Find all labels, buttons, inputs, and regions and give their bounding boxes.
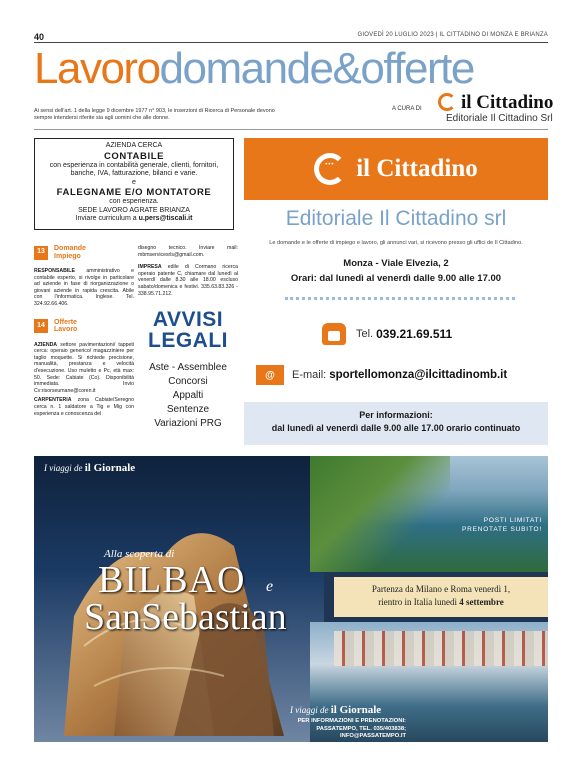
a-cura-di: A CURA DI (392, 106, 422, 112)
office-info (244, 256, 548, 286)
header-divider (34, 129, 548, 130)
ad-role-contabile: CONTABILE (103, 150, 165, 162)
listing-azienda: AZIENDA settore pavimentazioni/ tappeti cerca: operaio generico/ magazziniere per taglio moquette. Si richiede precisione, manualità, prestanza e velocità d'esecuzione. Uso muletto e Pc, età max: 50. Sede: Cabiate (Co). Disponibilità immediata. Invio Cv:risorseumane@coren.it (34, 341, 134, 394)
cittadino-logo (438, 92, 553, 114)
banner-name: il Cittadino (356, 155, 478, 182)
contact-line-2[interactable]: PASSATEMPO, TEL. 035/403838; INFO@PASSATEMPO.IT (316, 725, 406, 739)
destination-bilbao: BILBAO (98, 559, 246, 601)
ad-line-3: con esperienza in contabilità generale, clienti, fornitori, (49, 161, 219, 169)
ad-line-5: e (132, 178, 136, 186)
page-title (34, 44, 474, 94)
avvisi-legali-list (138, 361, 238, 431)
section-offerte-lavoro (34, 319, 134, 334)
departure-line-1: Partenza da Milano e Roma venerdì 1, (371, 584, 511, 594)
dotted-divider (285, 297, 515, 300)
destination-san-sebastian: SanSebastian (84, 596, 287, 638)
destination-conjunction: e (266, 578, 274, 595)
top-rule (34, 42, 548, 43)
cittadino-c-icon (438, 93, 456, 111)
ad-line-4: banche, IVA, fatturazione, bilanci e varie. (70, 170, 198, 177)
list-item: Appalti (172, 390, 204, 402)
posti-limitati: POSTI LIMITATI PRENOTATE SUBITO! (461, 517, 542, 533)
ad-role-falegname: FALEGNAME E/O MONTATORE (56, 187, 212, 198)
listing-responsabile: RESPONSABILE amministrativo e contabile esperto, si rivolge in particolare ad aziende in fase di riorganizzazione o giovani aziende in rapida crescita. Abile con l'informatica. Inglese. Tel. 324.92.66.406. (34, 268, 134, 307)
email-label: E-mail: (292, 369, 327, 381)
title-domande-offerte: domande&offerte (159, 44, 474, 93)
giornale-brand-top: I viaggi de il Giornale (44, 462, 136, 474)
list-item: Sentenze (166, 404, 210, 416)
travel-tagline: Alla scoperta di (104, 548, 175, 560)
email-icon: @ (256, 365, 284, 385)
ad-line-7: con esperienza. (109, 198, 159, 205)
harbor-town (334, 631, 548, 666)
avvisi-legali-title: AVVISI LEGALI (148, 308, 228, 353)
listings-column-2 (138, 245, 238, 431)
section-domande-impiego (34, 245, 134, 260)
section-title: Domande Impiego (54, 245, 86, 260)
listing-carpenteria: CARPENTERIA zona Cabiate/Seregno cerca n. 1 saldatore a Tig e Mig con esperienza e conoscenza del (34, 397, 134, 417)
page-number: 40 (34, 32, 45, 42)
departure-strip (334, 577, 548, 617)
giornale-brand-bottom: I viaggi de il Giornale (290, 704, 382, 716)
phone-icon (322, 323, 346, 345)
listing-impresa: IMPRESA edile di Cormano ricerca operaio patente C, chiamare dal lunedì al venerdì dalle 8.30 alle 18.00 escluso sabato/domenica e festivi. 335.63.83.326 - 338.95.71.212. (138, 264, 238, 297)
ad-contact-prefix: Inviare curriculum a (75, 215, 139, 222)
phone-number[interactable]: 039.21.69.511 (376, 327, 453, 341)
logo-subtitle: Editoriale Il Cittadino Srl (446, 113, 553, 124)
email-address[interactable]: sportellomonza@ilcittadinomb.it (329, 369, 508, 381)
list-item: Variazioni PRG (154, 418, 222, 430)
section-number: 14 (34, 319, 48, 333)
title-lavoro: Lavoro (34, 44, 160, 93)
office-hours: Orari: dal lunedì al venerdì dalle 9.00 alle 17.00 (290, 273, 502, 284)
listing-carpenteria-cont: disegno tecnico. Inviare mail: mbmservicesrls@gmail.com. (138, 245, 238, 258)
job-ad-box (34, 138, 234, 230)
section-number: 13 (34, 246, 48, 260)
info-hours: dal lunedì al venerdì dalle 9.00 alle 17.00 orario continuato (271, 423, 521, 433)
ad-line-9 (35, 215, 233, 224)
travel-contact (282, 718, 406, 741)
logo-name: il Cittadino (461, 92, 554, 113)
ad-line-1: AZIENDA CERCA (105, 142, 163, 149)
section-title: Offerte Lavoro (54, 318, 78, 334)
editoriale-description: Le domande e le offerte di impiego e lavoro, gli annunci vari, si ricevono presso gli uffici de Il Cittadino. (269, 240, 523, 246)
cittadino-banner (244, 138, 548, 200)
date-line: GIOVEDÌ 20 LUGLIO 2023 | IL CITTADINO DI MONZA E BRIANZA (357, 32, 548, 38)
phone-label: Tel. (356, 328, 374, 340)
coast-cliff (310, 456, 450, 572)
list-item: Aste - Assemblee (149, 362, 227, 374)
contact-line-1: PER INFORMAZIONI E PRENOTAZIONI: (297, 718, 406, 724)
cittadino-logo-icon (314, 153, 346, 185)
info-title: Per informazioni: (359, 410, 433, 420)
departure-line-2: rientro in Italia lunedì 4 settembre (378, 597, 504, 607)
info-bar (244, 402, 548, 445)
office-address: Monza - Viale Elvezia, 2 (343, 258, 449, 269)
travel-advertisement (34, 456, 548, 742)
listings-column-1 (34, 245, 134, 420)
list-item: Concorsi (168, 376, 208, 388)
ad-line-8: SEDE LAVORO AGRATE BRIANZA (78, 206, 190, 214)
email-row (256, 365, 507, 385)
legal-note: Ai sensi dell'art. 1 della legge 9 dicembre 1977 n° 903, le inserzioni di Ricerca di Personale devono sempre intendersi riferite sia agli uomini che alle donne. (34, 108, 275, 121)
editoriale-title: Editoriale Il Cittadino srl (285, 207, 507, 230)
ad-contact-email[interactable]: u.pers@tiscali.it (138, 215, 193, 222)
phone-row (322, 323, 452, 345)
